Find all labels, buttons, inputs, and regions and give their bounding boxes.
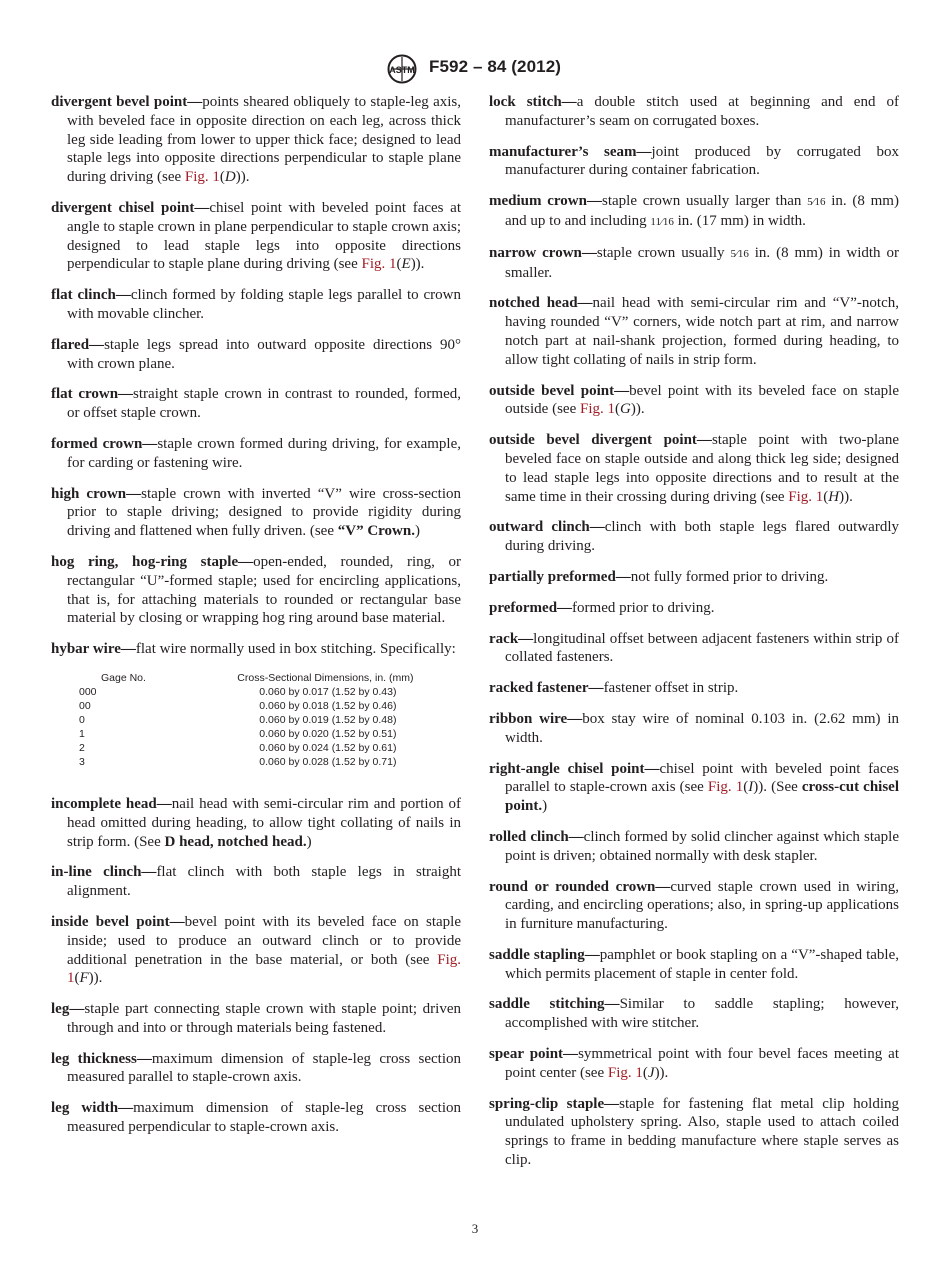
definition-text: ) <box>542 798 548 815</box>
page-number: 3 <box>471 1221 479 1236</box>
figure-link[interactable]: Fig. 1 <box>707 779 744 796</box>
definition-text: staple part connecting staple crown with staple point; driven through and into or through materials being fastened. <box>67 1001 461 1036</box>
definition-text: in. (8 mm) in width or smaller. <box>505 244 899 281</box>
definition-text: staple point with two-plane beveled face on staple outside and along thick leg side; designed to lead staple legs into opposite directions and to result at the same time in their crossing during driving (see <box>505 432 899 505</box>
definition-entry <box>489 93 899 131</box>
definition-entry <box>489 518 899 556</box>
definition-entry <box>51 485 461 541</box>
definition-text: in. (8 mm) and up to and including <box>505 193 899 229</box>
definition-term: saddle stitching— <box>489 996 620 1013</box>
definition-text: open-ended, rounded, ring, or rectangular “U”-formed staple; used for encircling applications, that is, for attaching materials to rounded or rectangular base material by closing or wrapping hog ring around base material. <box>67 553 462 627</box>
definition-text: )). <box>630 401 645 418</box>
definition-term: rack— <box>489 630 534 647</box>
definition-text: box stay wire of nominal 0.103 in. (2.62 mm) in width. <box>505 710 899 746</box>
definition-entry <box>489 599 899 618</box>
definition-text: staple crown formed during driving, for example, for carding or fastening wire. <box>67 435 461 471</box>
definition-text: ( <box>74 970 80 987</box>
table-cell: 0 <box>79 713 85 726</box>
definition-term: notched head— <box>489 295 593 312</box>
definition-entry <box>489 995 899 1033</box>
definition-text: curved staple crown used in wiring, carding, and encircling operations; also, in spring-up applications in furniture manufacturing. <box>505 878 900 933</box>
definition-entry <box>489 431 899 506</box>
definition-text: chisel point with beveled point faces parallel to staple-crown axis (see <box>505 760 899 796</box>
definition-term: inside bevel point— <box>51 913 185 930</box>
definition-text: ( <box>743 779 749 796</box>
table-row <box>79 713 461 727</box>
definition-text: staple crown with inverted “V” wire cross-section prior to staple driving; designed to provide rigidity during driving and flattened when fully driven. (see <box>67 485 461 540</box>
definition-text: bevel point with its beveled face on staple outside (see <box>505 382 899 418</box>
definition-entry <box>489 1045 899 1083</box>
definition-entry <box>51 913 461 988</box>
definition-entry <box>489 878 899 934</box>
definition-entry <box>489 568 899 587</box>
definition-entry <box>51 640 461 659</box>
figure-link[interactable]: Fig. 1 <box>184 169 220 186</box>
figure-panel-letter: G <box>620 401 631 418</box>
table-cell: 1 <box>79 727 85 740</box>
figure-panel-letter: D <box>224 169 236 186</box>
figure-link[interactable]: Fig. 1 <box>579 401 615 418</box>
definition-entry <box>489 143 899 181</box>
definition-text: flat clinch with both staple legs in straight alignment. <box>67 864 461 900</box>
table-cell: 00 <box>79 699 91 712</box>
definition-entry <box>51 863 461 901</box>
definition-text: nail head with semi-circular rim and portion of head omitted during heading, to allow tight collating of nails in strip form. (See <box>67 795 461 850</box>
definition-text: )). <box>654 1064 669 1081</box>
definition-term: leg— <box>51 1001 85 1018</box>
definition-text: straight staple crown in contrast to rounded, formed, or offset staple crown. <box>67 386 461 422</box>
definition-text: )). <box>235 169 250 186</box>
definition-term: flat clinch— <box>51 287 131 304</box>
table-row <box>79 755 461 769</box>
definition-entry <box>51 199 461 274</box>
definition-text: joint produced by corrugated box manufacturer during container fabrication. <box>505 143 899 179</box>
definition-entry <box>51 1099 461 1137</box>
table-header-row <box>79 671 461 685</box>
definition-text: ( <box>642 1064 648 1081</box>
definition-text: not fully formed prior to driving. <box>630 568 829 585</box>
definition-text: clinch with both staple legs flared outwardly during driving. <box>505 519 899 555</box>
definition-text: staple for fastening flat metal clip holding undulated upholstery spring. Also, staple used to attach coiled springs to frame in bedding manufacture where staple serves as clip. <box>505 1095 899 1169</box>
definition-term: flat crown— <box>51 386 134 403</box>
figure-link[interactable]: Fig. 1 <box>788 488 824 505</box>
definition-text: ) <box>414 523 420 540</box>
table-cell: 0.060 by 0.024 (1.52 by 0.61) <box>259 741 397 754</box>
right-column <box>489 93 899 1182</box>
table-cell: 000 <box>79 685 97 698</box>
definition-text: pamphlet or book stapling on a “V”-shaped table, which permits placement of staple in center fold. <box>505 946 899 982</box>
table-cell: 3 <box>79 755 85 768</box>
table-cell: 0.060 by 0.028 (1.52 by 0.71) <box>259 755 397 768</box>
figure-panel-letter: I <box>748 779 754 796</box>
definition-entry <box>489 760 899 816</box>
definition-text: symmetrical point with four bevel faces meeting at point center (see <box>505 1046 899 1081</box>
fraction: 5⁄16 <box>807 196 826 209</box>
figure-link[interactable]: Fig. 1 <box>607 1064 643 1081</box>
table-row <box>79 727 461 741</box>
table-cell: 0.060 by 0.020 (1.52 by 0.51) <box>259 727 397 740</box>
definition-term: ribbon wire— <box>489 710 583 727</box>
definition-text: ( <box>219 169 225 186</box>
definition-term: preformed— <box>489 599 573 616</box>
definition-term: spear point— <box>489 1046 579 1063</box>
definition-term: outside bevel point— <box>489 382 630 399</box>
definition-text: )). <box>88 970 103 987</box>
definition-entry <box>51 553 461 628</box>
svg-text:ASTM: ASTM <box>389 65 415 75</box>
definition-term: rolled clinch— <box>489 828 584 845</box>
definition-entry <box>51 795 461 851</box>
definition-text: in. (17 mm) in width. <box>673 212 806 229</box>
definition-term: divergent bevel point— <box>51 94 203 110</box>
definition-term: manufacturer’s seam— <box>489 143 652 160</box>
definition-entry <box>489 192 899 232</box>
cross-reference-term: cross-cut chisel point. <box>505 779 899 815</box>
definition-entry <box>489 710 899 748</box>
table-header-cell: Gage No. <box>101 671 146 684</box>
definition-text: staple crown usually larger than <box>601 193 808 210</box>
figure-panel-letter: J <box>647 1064 655 1081</box>
definition-entry <box>51 435 461 473</box>
definition-entry <box>51 336 461 374</box>
gage-dimensions-table <box>79 671 461 769</box>
definition-text: maximum dimension of staple-leg cross section measured perpendicular to staple-crown axis. <box>67 1100 461 1136</box>
definition-text: ( <box>823 488 829 505</box>
definition-entry <box>51 93 461 187</box>
definition-text: longitudinal offset between adjacent fasteners within strip of collated fasteners. <box>505 630 899 666</box>
table-cell: 0.060 by 0.018 (1.52 by 0.46) <box>259 699 397 712</box>
definition-entry <box>489 294 899 369</box>
definition-term: lock stitch— <box>489 94 577 110</box>
definition-entry <box>51 286 461 324</box>
definition-term: partially preformed— <box>489 568 631 585</box>
cross-reference-term: D head, notched head. <box>164 833 307 850</box>
standard-designation: F592 – 84 (2012) <box>429 57 562 76</box>
definition-term: racked fastener— <box>489 680 604 697</box>
table-row <box>79 685 461 699</box>
table-row <box>79 699 461 713</box>
definition-term: spring-clip staple— <box>489 1095 620 1112</box>
definition-term: incomplete head— <box>51 795 172 812</box>
fraction: 11⁄16 <box>650 215 674 228</box>
figure-panel-letter: E <box>401 256 411 273</box>
definition-text: )). <box>839 488 853 505</box>
definition-term: outside bevel divergent point— <box>489 432 712 449</box>
definition-term: in-line clinch— <box>51 864 157 881</box>
definition-text: points sheared obliquely to staple-leg axis, with beveled face in opposite direction on each leg, across thick leg side leading from lower to upper thick face; designed to lead staple legs into opposite directions perpendicular to staple plane during driving (see <box>67 94 461 186</box>
definition-text: clinch formed by folding staple legs parallel to crown with movable clincher. <box>67 287 461 322</box>
definition-term: flared— <box>51 336 105 353</box>
figure-link[interactable]: Fig. 1 <box>361 256 397 273</box>
definition-entry <box>489 1095 899 1170</box>
definition-text: maximum dimension of staple-leg cross section measured parallel to staple-crown axis. <box>67 1050 461 1086</box>
definition-text: ( <box>615 401 620 418</box>
astm-logo-icon <box>385 54 419 84</box>
left-column <box>51 93 461 1149</box>
table-cell: 2 <box>79 741 85 754</box>
definition-entry <box>489 630 899 668</box>
definition-term: saddle stapling— <box>489 946 600 963</box>
definition-term: narrow crown— <box>489 244 597 261</box>
definition-term: hog ring, hog-ring staple— <box>51 553 254 570</box>
definition-text: formed prior to driving. <box>572 599 715 616</box>
definition-text: ( <box>396 256 402 273</box>
definition-term: high crown— <box>51 485 142 502</box>
definition-term: divergent chisel point— <box>51 199 210 216</box>
definition-text: fastener offset in strip. <box>603 680 739 697</box>
definition-text: clinch formed by solid clincher against which staple point is driven; obtained normally with desk stapler. <box>505 828 899 864</box>
page-header <box>0 54 950 84</box>
definition-term: formed crown— <box>51 435 158 452</box>
definition-entry <box>51 1050 461 1088</box>
definition-term: medium crown— <box>489 193 602 210</box>
definition-entry <box>51 385 461 423</box>
definition-text: flat wire normally used in box stitching. Specifically: <box>135 641 456 658</box>
definition-entry <box>489 828 899 866</box>
definition-text: nail head with semi-circular rim and “V”-notch, having rounded “V” corners, wide notch part at rim, and narrow notch part at nail-shank projection, formed during heading, to allow tight collating of nails in strip form. <box>505 295 899 368</box>
figure-panel-letter: H <box>828 488 840 505</box>
definition-text: a double stitch used at beginning and end of manufacturer’s seam on corrugated boxes. <box>505 94 899 129</box>
definition-term: round or rounded crown— <box>489 878 671 895</box>
table-cell: 0.060 by 0.017 (1.52 by 0.43) <box>259 685 397 698</box>
figure-panel-letter: F <box>79 970 89 987</box>
table-cell: 0.060 by 0.019 (1.52 by 0.48) <box>259 713 397 726</box>
definition-text: )). <box>410 256 425 273</box>
definition-entry <box>489 946 899 984</box>
definition-text: ) <box>306 833 312 850</box>
definition-entry <box>489 244 899 283</box>
definition-term: hybar wire— <box>51 641 136 658</box>
definition-entry <box>489 679 899 698</box>
definition-term: leg width— <box>51 1100 134 1117</box>
definition-text: Similar to saddle stapling; however, accomplished with wire stitcher. <box>505 996 899 1032</box>
table-header-cell: Cross-Sectional Dimensions, in. (mm) <box>237 671 414 684</box>
definition-text: chisel point with beveled point faces at angle to staple crown in plane perpendicular to staple crown axis; designed to lead staple legs into opposite directions perpendicular to staple plane during driving (see <box>67 199 461 273</box>
fraction: 5⁄16 <box>730 247 749 260</box>
definition-entry <box>51 1000 461 1038</box>
definition-term: outward clinch— <box>489 519 605 536</box>
definition-term: right-angle chisel point— <box>489 760 660 777</box>
definition-text: staple legs spread into outward opposite directions 90° with crown plane. <box>67 336 461 372</box>
definition-entry <box>489 382 899 420</box>
figure-link[interactable]: Fig. 1 <box>67 951 461 987</box>
cross-reference-term: “V” Crown. <box>337 523 415 540</box>
definition-term: leg thickness— <box>51 1050 152 1067</box>
definition-text: staple crown usually <box>596 244 731 261</box>
definition-text: bevel point with its beveled face on staple inside; used to produce an outward clinch or to provide additional penetration in the base material, or both (see <box>67 913 462 968</box>
table-row <box>79 741 461 755</box>
definition-text: )). (See <box>753 779 802 796</box>
